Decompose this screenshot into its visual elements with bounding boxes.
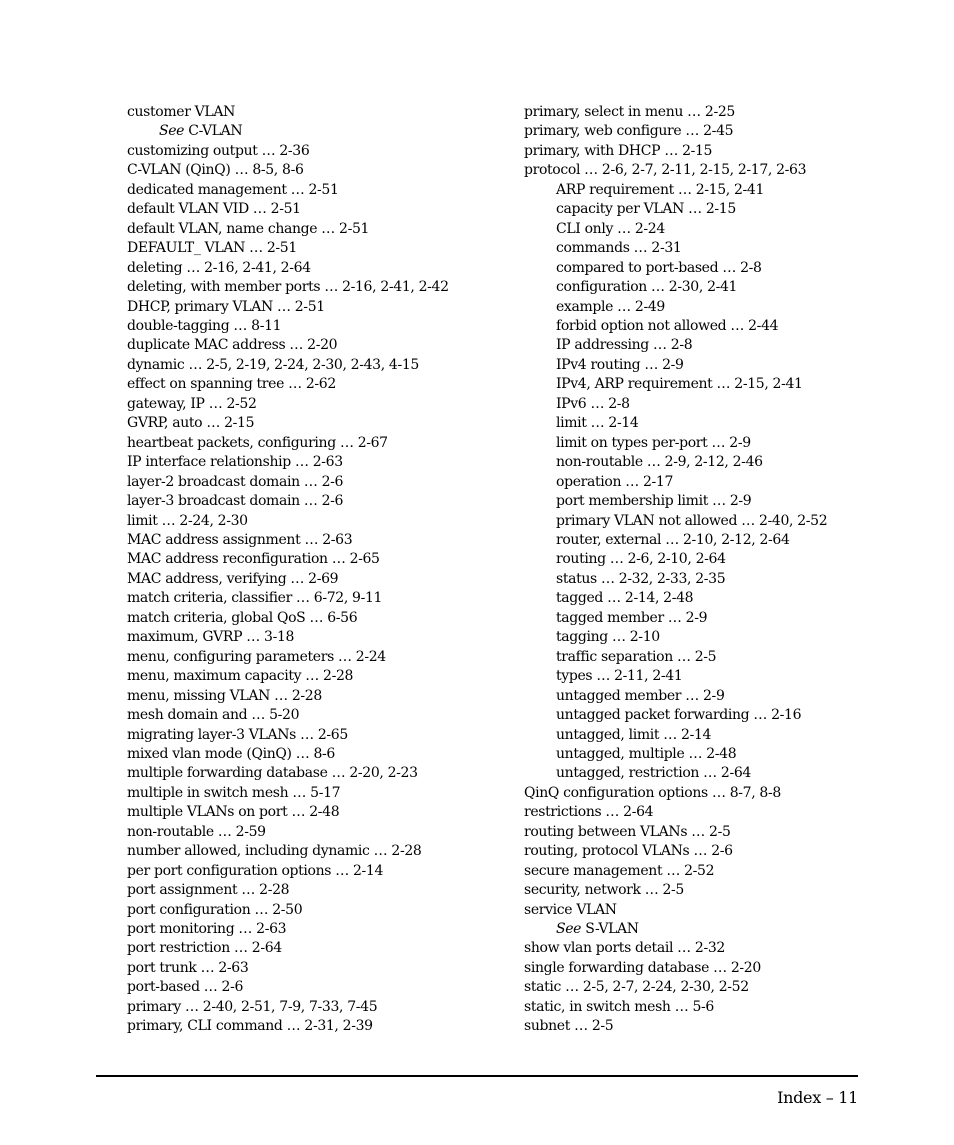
index-entry	[127, 803, 507, 822]
index-entry-text: static … 2-5, 2-7, 2-24, 2-30, 2-52	[524, 979, 749, 996]
index-entry	[127, 881, 507, 900]
index-entry-text: types … 2-11, 2-41	[556, 668, 683, 685]
index-entry-text: secure management … 2-52	[524, 862, 715, 879]
index-entry	[127, 998, 507, 1017]
index-entry	[524, 842, 904, 861]
index-entry	[127, 706, 507, 725]
index-entry-text: limit … 2-24, 2-30	[127, 512, 248, 529]
index-entry-text: menu, configuring parameters … 2-24	[127, 648, 386, 665]
index-entry	[127, 414, 507, 433]
index-entry-text: tagged … 2-14, 2-48	[556, 590, 694, 607]
index-entry	[127, 181, 507, 200]
index-entry	[127, 862, 507, 881]
index-entry	[127, 609, 507, 628]
index-entry-text: primary, with DHCP … 2-15	[524, 142, 713, 159]
index-entry-text: routing between VLANs … 2-5	[524, 823, 731, 840]
index-entry-text: limit … 2-14	[556, 415, 639, 432]
index-entry-text: duplicate MAC address … 2-20	[127, 337, 338, 354]
index-entry	[127, 959, 507, 978]
index-subentry	[524, 512, 904, 531]
index-subentry	[524, 648, 904, 667]
index-entry-text: QinQ configuration options … 8-7, 8-8	[524, 784, 781, 801]
index-entry-text: customer VLAN	[127, 104, 236, 120]
index-entry-text: MAC address assignment … 2-63	[127, 531, 353, 548]
index-entry-text: show vlan ports detail … 2-32	[524, 940, 725, 957]
index-entry	[127, 550, 507, 569]
index-entry	[127, 239, 507, 258]
index-entry-text: status … 2-32, 2-33, 2-35	[556, 570, 726, 587]
index-entry-text: non-routable … 2-9, 2-12, 2-46	[556, 454, 763, 471]
index-entry-text: port restriction … 2-64	[127, 940, 282, 957]
index-entry-text: S-VLAN	[581, 921, 639, 938]
index-entry-text: port trunk … 2-63	[127, 959, 249, 976]
index-entry	[524, 998, 904, 1017]
index-entry-text: match criteria, global QoS … 6-56	[127, 609, 358, 626]
index-entry	[127, 375, 507, 394]
index-entry-text: mixed vlan mode (QinQ) … 8-6	[127, 745, 335, 762]
index-entry	[127, 395, 507, 414]
index-entry-text: configuration … 2-30, 2-41	[556, 279, 738, 296]
index-entry-text: forbid option not allowed … 2-44	[556, 317, 779, 334]
index-entry	[524, 978, 904, 997]
index-entry-text: CLI only … 2-24	[556, 220, 665, 237]
index-subentry	[524, 726, 904, 745]
footer-rule	[96, 1075, 858, 1077]
index-entry	[127, 570, 507, 589]
index-subentry	[524, 375, 904, 394]
index-subentry	[524, 531, 904, 550]
index-subentry	[524, 687, 904, 706]
index-entry-text: untagged, restriction … 2-64	[556, 765, 751, 782]
index-entry-text: primary … 2-40, 2-51, 7-9, 7-33, 7-45	[127, 998, 378, 1015]
index-subentry	[524, 200, 904, 219]
index-entry-text: primary, select in menu … 2-25	[524, 104, 735, 120]
index-entry	[524, 959, 904, 978]
index-entry	[127, 823, 507, 842]
index-subentry	[524, 453, 904, 472]
index-entry-text: default VLAN VID … 2-51	[127, 201, 301, 218]
index-entry-text: GVRP, auto … 2-15	[127, 415, 255, 432]
index-entry-text: MAC address, verifying … 2-69	[127, 570, 339, 587]
index-entry	[127, 161, 507, 180]
index-entry-text: deleting … 2-16, 2-41, 2-64	[127, 259, 311, 276]
index-entry-text: untagged, limit … 2-14	[556, 726, 712, 743]
index-entry-text: default VLAN, name change … 2-51	[127, 220, 370, 237]
index-entry-text: MAC address reconfiguration … 2-65	[127, 551, 380, 568]
index-entry-text: double-tagging … 8-11	[127, 317, 282, 334]
index-subentry	[524, 239, 904, 258]
index-entry-text: multiple in switch mesh … 5-17	[127, 784, 341, 801]
index-entry-text: untagged member … 2-9	[556, 687, 725, 704]
index-entry	[127, 531, 507, 550]
index-entry	[127, 628, 507, 647]
index-entry-text: compared to port-based … 2-8	[556, 259, 762, 276]
index-entry-text: port membership limit … 2-9	[556, 493, 752, 510]
index-entry	[524, 784, 904, 803]
index-entry-text: effect on spanning tree … 2-62	[127, 376, 336, 393]
index-entry	[127, 901, 507, 920]
index-subentry	[524, 473, 904, 492]
index-subentry	[524, 434, 904, 453]
index-entry-text: maximum, GVRP … 3-18	[127, 629, 295, 646]
index-entry-text: customizing output … 2-36	[127, 142, 310, 159]
index-subentry	[524, 609, 904, 628]
index-entry	[127, 317, 507, 336]
index-entry	[127, 473, 507, 492]
index-subentry	[524, 181, 904, 200]
index-entry	[524, 122, 904, 141]
index-entry-text: menu, maximum capacity … 2-28	[127, 668, 354, 685]
index-column-right	[524, 103, 904, 1037]
index-entry	[127, 589, 507, 608]
index-entry-text: deleting, with member ports … 2-16, 2-41, 2-42	[127, 279, 449, 296]
index-entry	[127, 200, 507, 219]
index-entry	[524, 939, 904, 958]
index-entry	[524, 862, 904, 881]
see-reference-label: See	[556, 921, 582, 938]
index-entry	[127, 278, 507, 297]
index-entry	[127, 1017, 507, 1036]
index-entry	[524, 803, 904, 822]
index-subentry	[524, 220, 904, 239]
index-entry-text: port monitoring … 2-63	[127, 921, 287, 938]
index-entry	[127, 978, 507, 997]
index-entry-text: IP addressing … 2-8	[556, 337, 693, 354]
page-footer: Index – 11	[777, 1088, 858, 1107]
index-entry-text: number allowed, including dynamic … 2-28	[127, 843, 422, 860]
index-entry-text: primary, web configure … 2-45	[524, 123, 734, 140]
index-subentry	[127, 122, 507, 141]
index-entry	[127, 103, 507, 122]
index-entry-text: router, external … 2-10, 2-12, 2-64	[556, 531, 790, 548]
index-entry-text: multiple VLANs on port … 2-48	[127, 804, 340, 821]
index-subentry	[524, 336, 904, 355]
index-entry-text: tagged member … 2-9	[556, 609, 708, 626]
index-entry-text: primary, CLI command … 2-31, 2-39	[127, 1018, 373, 1035]
index-entry	[127, 434, 507, 453]
index-entry-text: single forwarding database … 2-20	[524, 959, 761, 976]
index-entry-text: traffic separation … 2-5	[556, 648, 717, 665]
index-entry-text: port configuration … 2-50	[127, 901, 303, 918]
index-entry-text: gateway, IP … 2-52	[127, 395, 257, 412]
index-entry-text: IPv4, ARP requirement … 2-15, 2-41	[556, 376, 803, 393]
index-entry	[127, 920, 507, 939]
index-entry	[127, 726, 507, 745]
index-subentry	[524, 628, 904, 647]
index-entry	[127, 745, 507, 764]
see-reference-label: See	[159, 123, 185, 140]
index-column-left	[127, 103, 507, 1037]
index-entry-text: routing, protocol VLANs … 2-6	[524, 843, 733, 860]
index-entry	[524, 881, 904, 900]
index-entry-text: restrictions … 2-64	[524, 804, 654, 821]
index-entry	[127, 220, 507, 239]
index-entry-text: IP interface relationship … 2-63	[127, 454, 343, 471]
index-entry	[127, 512, 507, 531]
index-entry-text: C-VLAN (QinQ) … 8-5, 8-6	[127, 162, 304, 179]
index-entry-text: security, network … 2-5	[524, 882, 684, 899]
index-entry-text: migrating layer-3 VLANs … 2-65	[127, 726, 348, 743]
index-entry	[524, 1017, 904, 1036]
index-entry	[524, 161, 904, 180]
index-entry	[127, 259, 507, 278]
index-subentry	[524, 667, 904, 686]
index-entry-text: static, in switch mesh … 5-6	[524, 998, 714, 1015]
index-subentry	[524, 278, 904, 297]
index-subentry	[524, 550, 904, 569]
index-subentry	[524, 920, 904, 939]
index-entry-text: ARP requirement … 2-15, 2-41	[556, 181, 765, 198]
index-entry	[127, 356, 507, 375]
index-subentry	[524, 492, 904, 511]
index-entry-text: per port configuration options … 2-14	[127, 862, 384, 879]
index-entry-text: mesh domain and … 5-20	[127, 707, 300, 724]
index-entry	[127, 492, 507, 511]
index-entry	[524, 142, 904, 161]
index-subentry	[524, 414, 904, 433]
index-entry-text: dynamic … 2-5, 2-19, 2-24, 2-30, 2-43, 4-15	[127, 356, 419, 373]
index-entry-text: port assignment … 2-28	[127, 882, 290, 899]
index-entry-text: match criteria, classifier … 6-72, 9-11	[127, 590, 383, 607]
index-entry-text: tagging … 2-10	[556, 629, 660, 646]
index-entry-text: untagged, multiple … 2-48	[556, 745, 737, 762]
index-entry-text: non-routable … 2-59	[127, 823, 266, 840]
index-entry-text: heartbeat packets, configuring … 2-67	[127, 434, 388, 451]
index-entry-text: layer-2 broadcast domain … 2-6	[127, 473, 344, 490]
index-entry-text: routing … 2-6, 2-10, 2-64	[556, 551, 726, 568]
index-subentry	[524, 570, 904, 589]
index-entry	[127, 142, 507, 161]
index-entry	[127, 453, 507, 472]
index-subentry	[524, 259, 904, 278]
index-subentry	[524, 706, 904, 725]
index-entry-text: menu, missing VLAN … 2-28	[127, 687, 322, 704]
index-entry	[127, 336, 507, 355]
index-entry-text: port-based … 2-6	[127, 979, 244, 996]
index-entry-text: example … 2-49	[556, 298, 665, 315]
index-subentry	[524, 317, 904, 336]
index-entry	[127, 784, 507, 803]
index-subentry	[524, 764, 904, 783]
index-entry	[127, 687, 507, 706]
index-entry-text: limit on types per-port … 2-9	[556, 434, 751, 451]
index-entry-text: IPv6 … 2-8	[556, 395, 630, 412]
index-entry-text: DEFAULT_ VLAN … 2-51	[127, 240, 297, 257]
index-entry	[524, 901, 904, 920]
index-entry	[127, 939, 507, 958]
index-entry-text: layer-3 broadcast domain … 2-6	[127, 493, 344, 510]
index-entry-text: DHCP, primary VLAN … 2-51	[127, 298, 325, 315]
index-entry	[524, 823, 904, 842]
index-entry-text: C-VLAN	[184, 123, 243, 140]
index-subentry	[524, 395, 904, 414]
index-subentry	[524, 589, 904, 608]
index-subentry	[524, 356, 904, 375]
index-entry-text: dedicated management … 2-51	[127, 181, 339, 198]
index-entry	[127, 648, 507, 667]
index-entry-text: multiple forwarding database … 2-20, 2-23	[127, 765, 418, 782]
index-entry-text: subnet … 2-5	[524, 1018, 614, 1035]
index-entry-text: service VLAN	[524, 901, 617, 918]
index-entry	[127, 842, 507, 861]
index-entry	[127, 298, 507, 317]
index-entry	[524, 103, 904, 122]
index-entry-text: commands … 2-31	[556, 240, 682, 257]
index-entry-text: protocol … 2-6, 2-7, 2-11, 2-15, 2-17, 2-63	[524, 162, 807, 179]
index-subentry	[524, 298, 904, 317]
index-subentry	[524, 745, 904, 764]
index-entry-text: operation … 2-17	[556, 473, 674, 490]
index-entry-text: capacity per VLAN … 2-15	[556, 201, 736, 218]
index-entry	[127, 667, 507, 686]
index-entry	[127, 764, 507, 783]
index-entry-text: IPv4 routing … 2-9	[556, 356, 684, 373]
index-entry-text: untagged packet forwarding … 2-16	[556, 707, 802, 724]
index-entry-text: primary VLAN not allowed … 2-40, 2-52	[556, 512, 828, 529]
